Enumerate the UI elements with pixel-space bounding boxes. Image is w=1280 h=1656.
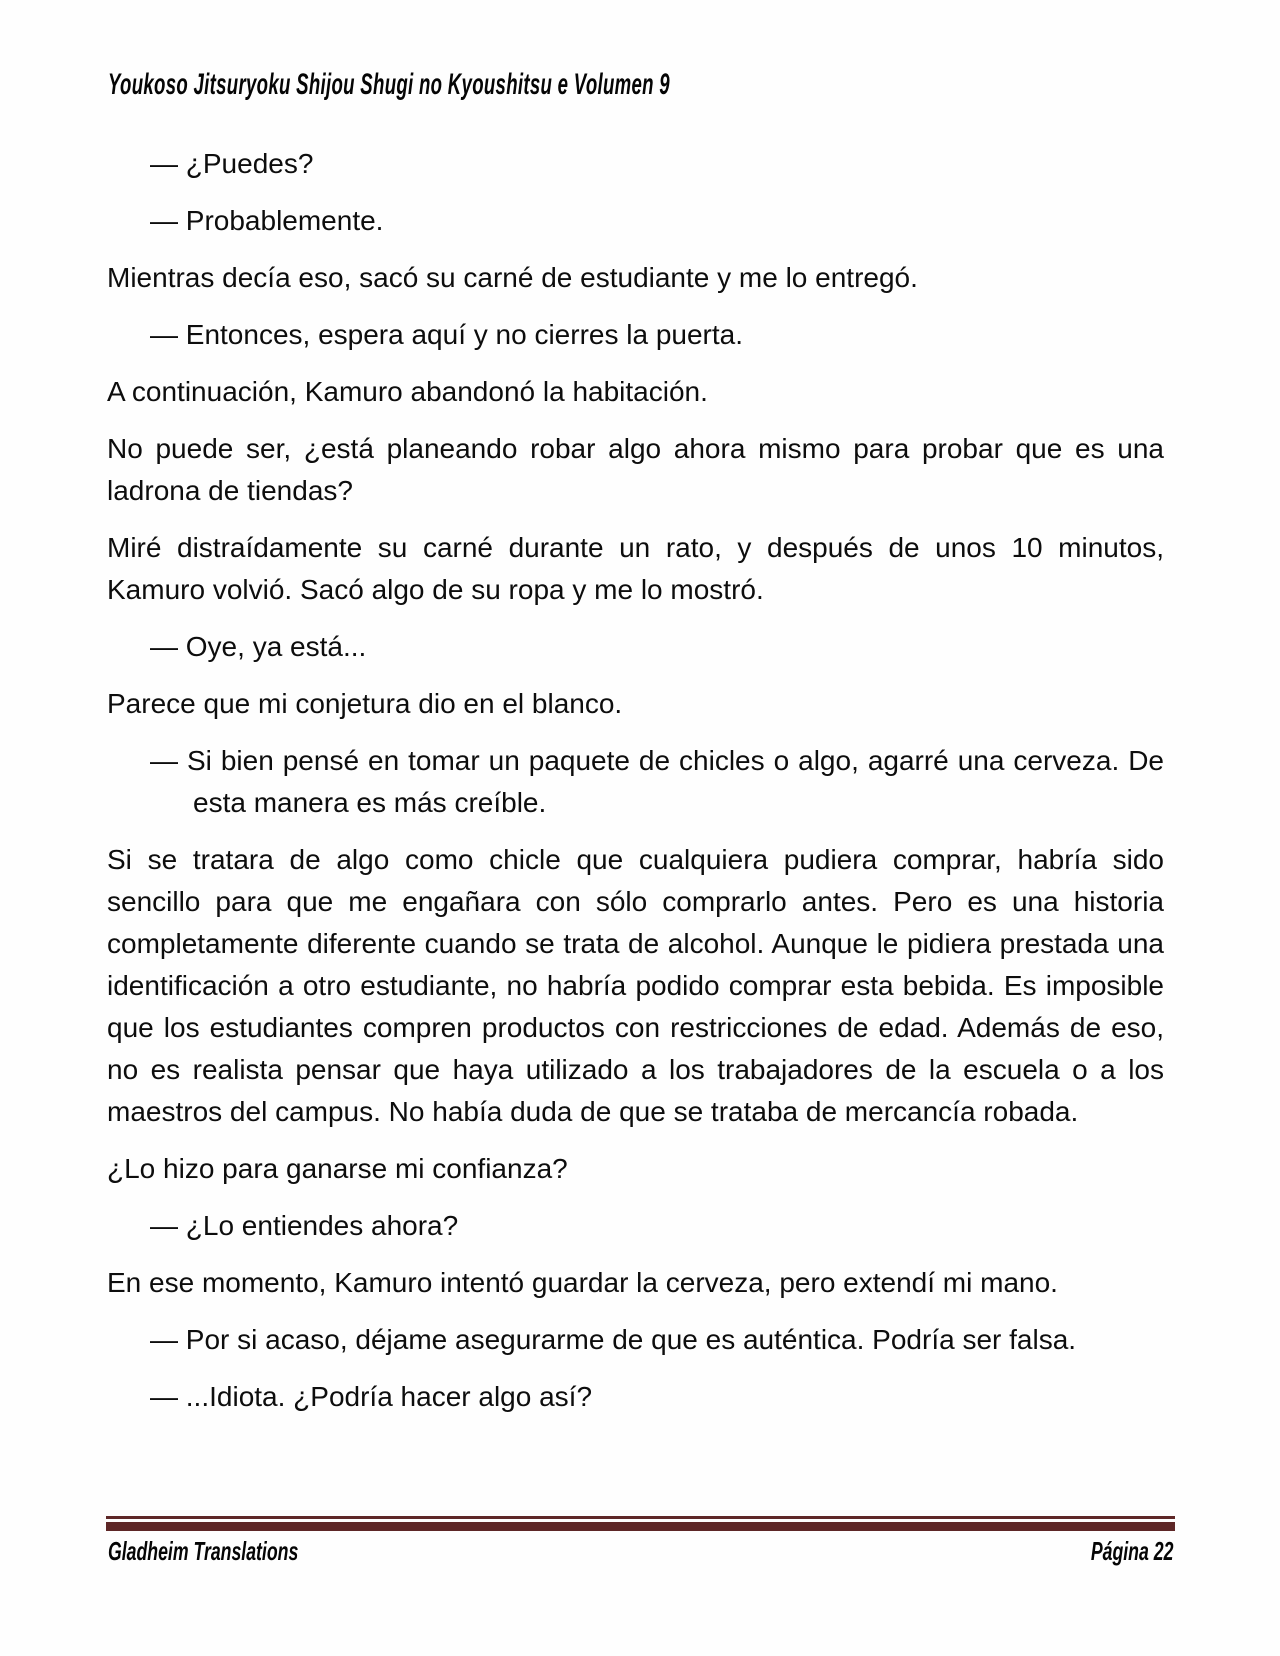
narration-paragraph: No puede ser, ¿está planeando robar algo ahora mismo para probar que es una ladrona de tiendas? (107, 433, 1164, 506)
page-header-title: Youkoso Jitsuryoku Shijou Shugi no Kyoushitsu e Volumen 9 (108, 68, 670, 101)
dialogue-paragraph: — ...Idiota. ¿Podría hacer algo así? (150, 1381, 593, 1412)
body-text (107, 143, 1164, 1433)
dialogue-paragraph: — Por si acaso, déjame asegurarme de que es auténtica. Podría ser falsa. (150, 1324, 1077, 1355)
dialogue-paragraph: — Probablemente. (150, 205, 384, 236)
dialogue-paragraph: — ¿Lo entiendes ahora? (150, 1210, 459, 1241)
dialogue-paragraph: — Oye, ya está... (150, 631, 367, 662)
dialogue-paragraph: — ¿Puedes? (150, 148, 314, 179)
dialogue-paragraph: — Si bien pensé en tomar un paquete de chicles o algo, agarré una cerveza. De esta manera es más creíble. (150, 745, 1164, 818)
footer-page-number: Página 22 (1090, 1536, 1173, 1566)
narration-paragraph: En ese momento, Kamuro intentó guardar la cerveza, pero extendí mi mano. (107, 1267, 1058, 1298)
footer-text-row (106, 1537, 1175, 1565)
narration-paragraph: Miré distraídamente su carné durante un rato, y después de unos 10 minutos, Kamuro volvió. Sacó algo de su ropa y me lo mostró. (107, 532, 1164, 605)
narration-paragraph: ¿Lo hizo para ganarse mi confianza? (107, 1153, 568, 1184)
footer-translator-name: Gladheim Translations (108, 1536, 299, 1566)
narration-paragraph: Mientras decía eso, sacó su carné de estudiante y me lo entregó. (107, 262, 918, 293)
footer-rule-thick (106, 1522, 1175, 1531)
narration-paragraph: Parece que mi conjetura dio en el blanco. (107, 688, 623, 719)
page-footer (106, 1516, 1175, 1565)
narration-paragraph: A continuación, Kamuro abandonó la habitación. (107, 376, 708, 407)
narration-paragraph: Si se tratara de algo como chicle que cualquiera pudiera comprar, habría sido sencillo para que me engañara con sólo comprarlo antes. Pero es una historia completamente diferente cuando se trata de alcohol. Aunque le pidiera prestada una identificación a otro estudiante, no habría podido comprar esta bebida. Es imposible que los estudiantes compren productos con restricciones de edad. Además de eso, no es realista pensar que haya utilizado a los trabajadores de la escuela o a los maestros del campus. No había duda de que se trataba de mercancía robada. (107, 844, 1164, 1127)
dialogue-paragraph: — Entonces, espera aquí y no cierres la puerta. (150, 319, 743, 350)
